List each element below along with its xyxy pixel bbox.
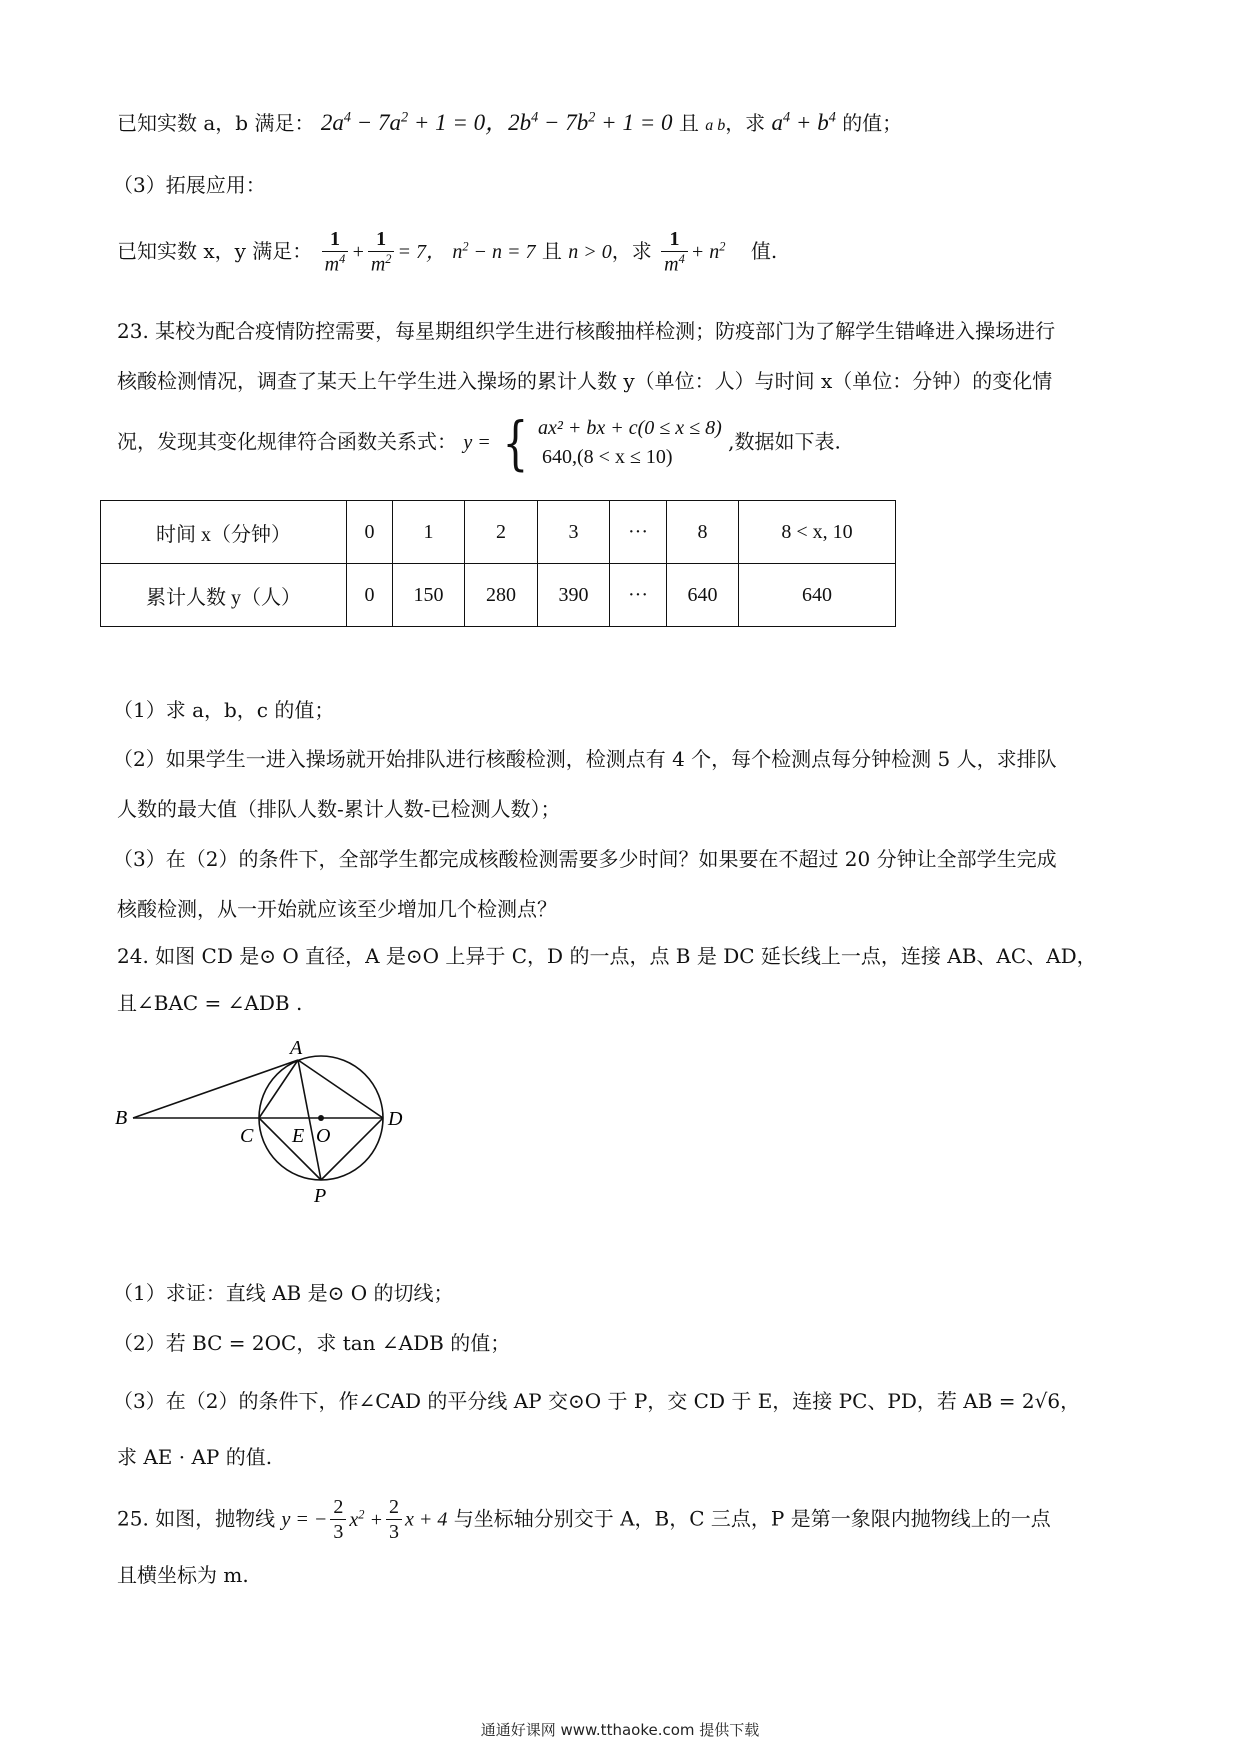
data-table bbox=[100, 500, 896, 627]
q23-line1: 23. 某校为配合疫情防控需要，每星期组织学生进行核酸抽样检测；防疫部门为了解学生错峰进入操场进行 bbox=[117, 319, 1056, 343]
q25-line1 bbox=[117, 1496, 1051, 1544]
q22-target-expr: $a^4 + b^4$ bbox=[771, 109, 836, 135]
table-cell: 280 bbox=[465, 564, 538, 627]
table-cell: 1 bbox=[393, 501, 465, 564]
table-cell: 8 bbox=[667, 501, 739, 564]
label-b: B bbox=[115, 1107, 128, 1129]
label-o: O bbox=[316, 1125, 331, 1147]
q22-plus-n2: + $n^2$ bbox=[690, 239, 726, 263]
q22-line3-end: 值. bbox=[750, 238, 778, 263]
q22-line1 bbox=[117, 108, 902, 138]
q22-sub3: （3）拓展应用： bbox=[113, 173, 266, 197]
q22-n-equation: $n^2 - n = 7$ bbox=[452, 239, 536, 263]
q22-line3-suffix: ，求 bbox=[611, 238, 652, 263]
q22-a-neq-b: a b bbox=[705, 117, 726, 134]
q25-x2-term: $x^2$ + bbox=[349, 1506, 383, 1531]
q23-part2a: （2）如果学生一进入操场就开始排队进行核酸检测，检测点有 4 个，每个检测点每分钟检测 5 人，求排队 bbox=[113, 747, 1057, 771]
q22-line1-suffix: ，求 bbox=[725, 111, 766, 135]
line-ba bbox=[133, 1060, 298, 1118]
q22-line3: 已知实数 x，y 满足： $\frac{1}{m^4}$ + $\frac{1}{m^2}$ = 7， $n^2 - n = 7$ 且 n > 0，求 $\frac{1}{m^4}$ + $n^2$ 值. bbox=[117, 228, 778, 276]
frac-2-over-3: $\frac{2}{3}$ bbox=[330, 1496, 346, 1544]
table-cell: 3 bbox=[538, 501, 610, 564]
label-d: D bbox=[388, 1108, 403, 1130]
q23-part3b: 核酸检测，从一开始就应该至少增加几个检测点？ bbox=[117, 897, 557, 921]
table-cell: 2 bbox=[465, 501, 538, 564]
case-1: ax² + bx + c(0 ≤ x ≤ 8) bbox=[538, 417, 722, 439]
table-cell: ··· bbox=[610, 501, 667, 564]
q23-line3-prefix: 况，发现其变化规律符合函数关系式： bbox=[117, 429, 457, 454]
q22-line3-prefix: 已知实数 x，y 满足： bbox=[117, 238, 313, 263]
q22-line1-prefix: 已知实数 a，b 满足： bbox=[117, 111, 315, 135]
piecewise-function bbox=[497, 409, 722, 477]
q23-part1: （1）求 a，b，c 的值； bbox=[113, 698, 335, 722]
frac-1-over-m2: $\frac{1}{m^2}$ bbox=[368, 228, 395, 277]
q25-y-eq: y = − bbox=[281, 1508, 328, 1531]
label-p: P bbox=[314, 1185, 327, 1207]
q24-line1: 24. 如图 CD 是⊙ O 直径，A 是⊙O 上异于 C，D 的一点，点 B 是 DC 延长线上一点，连接 AB、AC、AD， bbox=[117, 944, 1097, 968]
q22-eq-7: = 7， bbox=[397, 240, 446, 263]
q23-y-eq: y = bbox=[463, 431, 491, 454]
q25-line1-prefix: 25. 如图，抛物线 bbox=[117, 1506, 276, 1531]
q24-part1: （1）求证：直线 AB 是⊙ O 的切线； bbox=[113, 1281, 454, 1305]
table-cell: 390 bbox=[538, 564, 610, 627]
q25-line2: 且横坐标为 m. bbox=[117, 1563, 249, 1587]
q24-part2: （2）若 BC = 2OC，求 tan ∠ADB 的值； bbox=[113, 1331, 511, 1355]
q25-x-term: x + 4 bbox=[405, 1508, 448, 1531]
table-row bbox=[101, 501, 896, 564]
q23-line3-suffix: ,数据如下表. bbox=[728, 429, 841, 454]
table-cell: ··· bbox=[610, 564, 667, 627]
q23-line2: 核酸检测情况，调查了某天上午学生进入操场的累计人数 y（单位：人）与时间 x（单位：分钟）的变化情 bbox=[117, 369, 1053, 393]
q23-part2b: 人数的最大值（排队人数-累计人数-已检测人数）； bbox=[117, 797, 561, 821]
line-ap bbox=[298, 1060, 321, 1180]
label-c: C bbox=[240, 1125, 254, 1147]
q22-line1-end: 的值； bbox=[842, 111, 903, 135]
q22-line1-mid: 且 bbox=[678, 111, 699, 135]
table-cell: 150 bbox=[393, 564, 465, 627]
footer: 通通好课网 www.tthaoke.com 提供下载 bbox=[480, 1721, 760, 1739]
case-2: 640,(8 < x ≤ 10) bbox=[542, 446, 673, 468]
label-e: E bbox=[292, 1125, 305, 1147]
q22-line3-mid: 且 bbox=[541, 238, 562, 263]
geometry-figure bbox=[100, 1030, 420, 1230]
frac-1-over-m4-b: $\frac{1}{m^4}$ bbox=[661, 228, 688, 277]
table-cell: 640 bbox=[667, 564, 739, 627]
q23-line3 bbox=[117, 409, 841, 477]
table-cell: 8 < x, 10 bbox=[739, 501, 896, 564]
line-ad bbox=[298, 1060, 383, 1118]
table-cell: 0 bbox=[347, 501, 393, 564]
q23-part3a: （3）在（2）的条件下，全部学生都完成核酸检测需要多少时间？如果要在不超过 20 分钟让全部学生完成 bbox=[113, 847, 1057, 871]
frac-2-over-3-b: $\frac{2}{3}$ bbox=[386, 1496, 402, 1544]
q25-line1-suffix: 与坐标轴分别交于 A，B，C 三点，P 是第一象限内抛物线上的一点 bbox=[453, 1506, 1051, 1531]
left-brace-icon: { bbox=[502, 409, 529, 477]
table-row bbox=[101, 564, 896, 627]
table-cell: 时间 x（分钟） bbox=[101, 501, 347, 564]
q24-part3b: 求 AE · AP 的值. bbox=[117, 1445, 273, 1469]
table-cell: 0 bbox=[347, 564, 393, 627]
table-cell: 640 bbox=[739, 564, 896, 627]
center-dot bbox=[318, 1115, 324, 1121]
q24-part3a: （3）在（2）的条件下，作∠CAD 的平分线 AP 交⊙O 于 P，交 CD 于 E，连接 PC、PD，若 AB = 2√6， bbox=[113, 1389, 1081, 1413]
label-a: A bbox=[290, 1037, 303, 1059]
frac-1-over-m4: $\frac{1}{m^4}$ bbox=[322, 228, 349, 277]
line-ac bbox=[259, 1060, 298, 1118]
q22-n-positive: n > 0 bbox=[568, 240, 612, 263]
q22-equation-a: $2a^4 - 7a^2 + 1 = 0$，$2b^4 - 7b^2 + 1 = 0$ bbox=[320, 109, 673, 135]
q24-line2: 且∠BAC = ∠ADB . bbox=[117, 991, 303, 1015]
table-cell: 累计人数 y（人） bbox=[101, 564, 347, 627]
